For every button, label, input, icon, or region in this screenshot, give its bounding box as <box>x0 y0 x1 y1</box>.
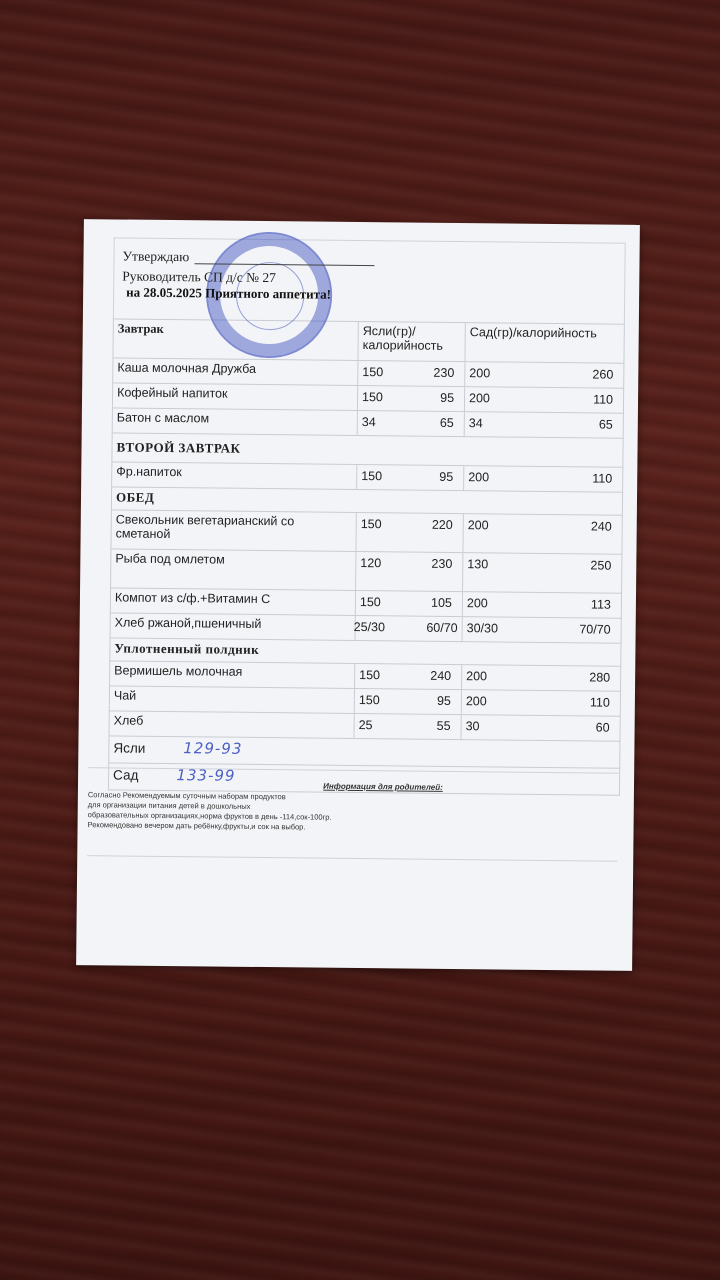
date-greeting: на 28.05.2025 Приятного аппетита! <box>126 284 332 302</box>
garden-grams: 200 <box>468 470 490 485</box>
nursery-column-header: Ясли(гр)/калорийность <box>358 321 465 361</box>
dish-name: Компот из с/ф.+Витамин С <box>110 588 355 616</box>
parents-info-line: Согласно Рекомендуемым суточным наборам продуктов <box>87 790 286 802</box>
head-label: Руководитель СП д/с № 27 <box>122 268 277 286</box>
garden-grams: 130 <box>467 557 489 572</box>
nursery-grams: 25/30 <box>353 619 386 635</box>
garden-grams: 30/30 <box>466 621 499 636</box>
nursery-grams: 150 <box>359 595 381 610</box>
dish-name: Рыба под омлетом <box>111 549 356 591</box>
nursery-kcal: 60/70 <box>426 620 458 636</box>
garden-kcal: 280 <box>589 670 611 685</box>
garden-kcal: 240 <box>590 519 612 534</box>
nursery-grams: 150 <box>362 365 384 380</box>
menu-sheet <box>76 219 640 971</box>
nursery-kcal: 95 <box>436 693 451 708</box>
dish-name: Батон с маслом <box>112 408 357 436</box>
snack-title: Уплотненный полдник <box>110 638 621 666</box>
nursery-total-label: Ясли <box>113 740 146 756</box>
nursery-kcal: 220 <box>431 517 453 532</box>
garden-column-header: Сад(гр)/калорийность <box>465 323 624 364</box>
meal-column-header: Завтрак <box>113 319 358 361</box>
approve-label: Утверждаю <box>122 248 190 265</box>
dish-name: Кофейный напиток <box>112 383 357 411</box>
menu-header <box>113 237 626 323</box>
garden-total-handwritten: 133-99 <box>176 766 236 785</box>
garden-grams: 200 <box>467 518 489 533</box>
garden-grams: 200 <box>465 694 487 709</box>
nursery-grams: 150 <box>360 517 382 532</box>
nursery-kcal: 95 <box>440 390 455 405</box>
parents-info-line: образовательных организациях,норма фруктов в день -114,сок-100гр. <box>87 810 332 822</box>
column-header-row <box>113 319 624 363</box>
garden-grams: 30 <box>465 719 480 734</box>
nursery-kcal: 230 <box>433 365 455 380</box>
nursery-grams: 150 <box>362 390 384 405</box>
nursery-grams: 120 <box>360 556 382 571</box>
nursery-grams: 25 <box>358 718 373 733</box>
nursery-grams: 150 <box>358 693 380 708</box>
nursery-kcal: 65 <box>439 415 454 430</box>
garden-kcal: 260 <box>592 367 614 382</box>
table-row <box>111 510 622 554</box>
nursery-grams: 34 <box>361 415 376 430</box>
dish-name: Хлеб <box>109 711 354 739</box>
nursery-kcal: 105 <box>430 595 452 610</box>
garden-kcal: 250 <box>590 558 612 573</box>
dish-name: Каша молочная Дружба <box>113 358 358 386</box>
nursery-kcal: 95 <box>439 469 454 484</box>
garden-kcal: 113 <box>590 597 611 612</box>
garden-grams: 200 <box>466 596 488 611</box>
parents-info <box>88 779 619 836</box>
parents-info-title: Информация для родителей: <box>323 781 443 792</box>
garden-kcal: 60 <box>595 720 610 735</box>
parents-info-line: для организации питания детей в дошкольных <box>87 800 251 811</box>
garden-kcal: 110 <box>593 392 614 407</box>
nursery-kcal: 230 <box>431 556 453 571</box>
garden-grams: 34 <box>468 416 483 431</box>
garden-kcal: 110 <box>589 695 610 710</box>
garden-kcal: 110 <box>592 471 613 486</box>
dish-name: Хлеб ржаной,пшеничный <box>110 613 355 641</box>
lunch-title: ОБЕД <box>111 487 622 515</box>
separator-line <box>87 855 617 862</box>
nursery-total-handwritten: 129-93 <box>183 739 243 758</box>
garden-kcal: 70/70 <box>579 622 611 637</box>
table-row <box>111 549 622 593</box>
parents-info-line: Рекомендовано вечером дать ребёнку,фрукты,и сок на выбор. <box>87 820 306 832</box>
garden-grams: 200 <box>466 669 488 684</box>
nursery-grams: 150 <box>359 668 381 683</box>
garden-kcal: 65 <box>598 417 613 432</box>
nursery-kcal: 55 <box>436 718 451 733</box>
garden-total-label: Сад <box>113 767 139 783</box>
second-breakfast-title: ВТОРОЙ ЗАВТРАК <box>112 433 623 467</box>
dish-name: Фр.напиток <box>112 462 357 490</box>
garden-grams: 200 <box>468 391 490 406</box>
menu-content <box>108 237 626 795</box>
garden-grams: 200 <box>469 366 491 381</box>
dish-name: Свекольник вегетарианский со сметаной <box>111 510 356 552</box>
dish-name: Вермишель молочная <box>110 661 355 689</box>
dish-name: Чай <box>109 686 354 714</box>
nursery-grams: 150 <box>361 469 383 484</box>
nursery-kcal: 240 <box>430 668 452 683</box>
menu-table <box>108 318 625 795</box>
